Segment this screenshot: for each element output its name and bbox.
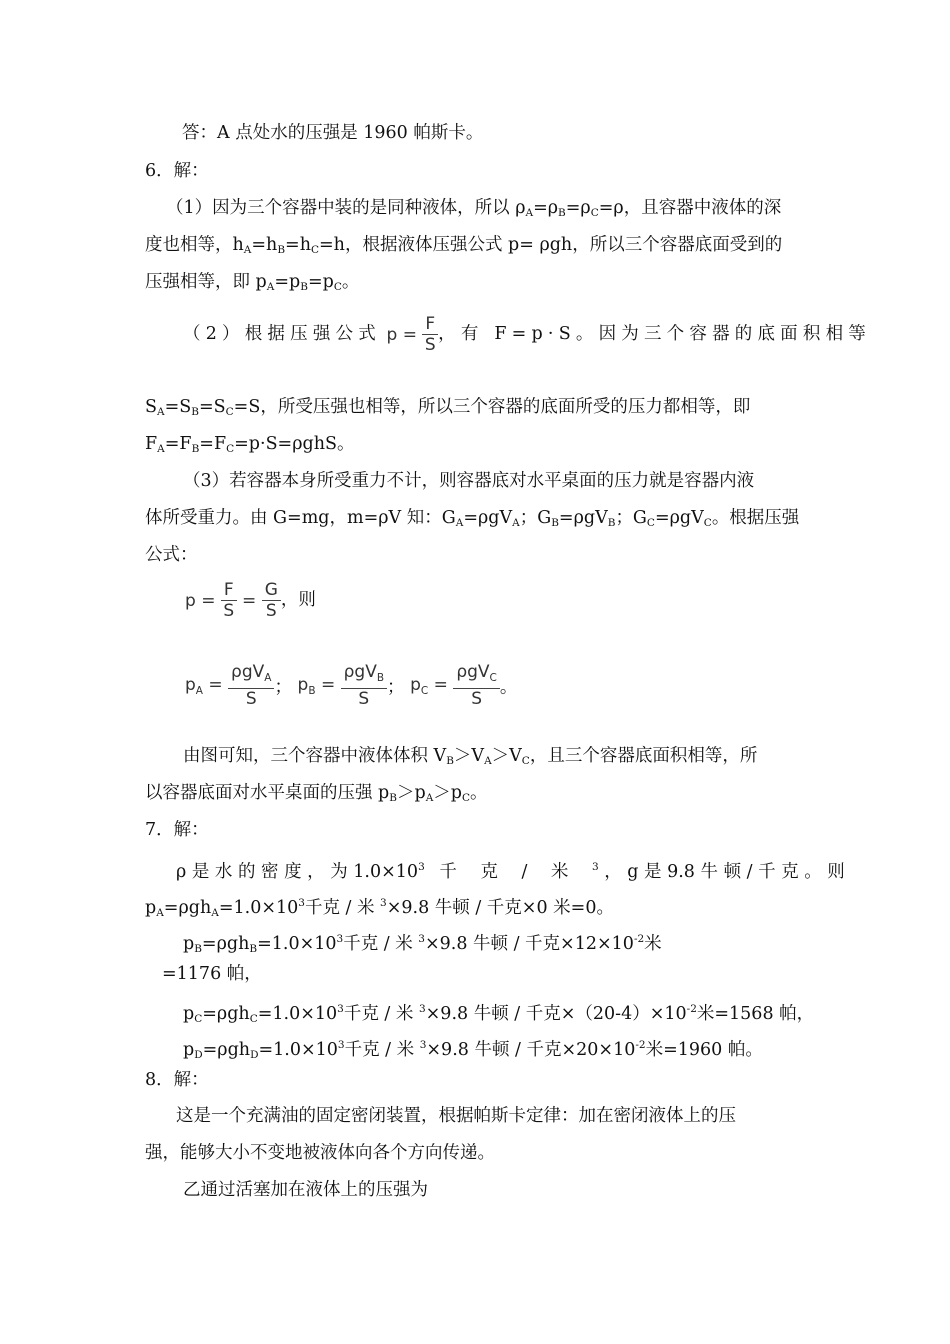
formula-symbol: =	[208, 675, 223, 695]
text: ＞V	[453, 746, 485, 766]
subscript: C	[194, 1013, 203, 1025]
heading-8	[145, 1068, 209, 1092]
text: =S，所受压强也相等，所以三个容器的底面所受的压力都相等，即	[233, 397, 751, 417]
text: =ρgV	[654, 508, 704, 528]
para-8-line-2	[145, 1141, 495, 1165]
text: =p	[307, 272, 334, 292]
text: 千克 / 米	[304, 898, 381, 918]
para-6-2-line-3	[145, 432, 354, 461]
para-6-1-line-1	[166, 196, 781, 225]
numerator: G	[262, 580, 281, 601]
equation-pressure-abc	[185, 660, 517, 716]
denominator: S	[358, 688, 370, 709]
text: =ρ，且容器中液体的深	[598, 198, 782, 218]
text: 由图可知，三个容器中液体体积 V	[183, 746, 447, 766]
subscript: B	[558, 207, 566, 219]
text: =1.0×10	[258, 1040, 338, 1060]
text: ， g 是 9.8 牛 顿 / 千 克 。 则	[598, 862, 845, 882]
text: =ρ	[533, 198, 559, 218]
fraction	[221, 580, 237, 621]
text: p	[145, 898, 157, 918]
subscript: A	[195, 685, 203, 697]
numerator	[228, 662, 274, 689]
text: 米	[644, 934, 662, 954]
text: ×9.8 牛顿 / 千克×（20-4）×10	[425, 1004, 687, 1024]
subscript: A	[266, 281, 275, 293]
text: =p	[274, 272, 301, 292]
superscript: 3	[591, 861, 599, 873]
subscript: C	[310, 244, 320, 256]
text: 7．解：	[145, 820, 209, 840]
subscript: B	[607, 517, 616, 529]
denominator: S	[424, 335, 436, 355]
subscript: C	[590, 207, 599, 219]
subscript: C	[226, 443, 235, 455]
subscript: B	[194, 943, 202, 955]
superscript: -2	[686, 1003, 697, 1015]
denominator: S	[471, 688, 482, 709]
subscript: B	[551, 517, 559, 529]
para-8-line-3	[183, 1178, 428, 1202]
text: ＞p	[433, 783, 462, 803]
text: 。	[470, 783, 488, 803]
denominator: S	[223, 601, 235, 621]
superscript: -2	[635, 1039, 646, 1051]
text: ，有 F=p·S。因为三个容器的底面积相等	[438, 324, 871, 344]
text: =p·S=ρghS。	[234, 434, 355, 454]
superscript: 3	[418, 1003, 426, 1015]
subscript: A	[525, 207, 534, 219]
subscript: B	[249, 943, 258, 955]
numerator-text: ρgV	[343, 661, 377, 682]
numerator: F	[221, 580, 237, 601]
text: =F	[164, 434, 192, 454]
subscript: B	[277, 244, 286, 256]
fraction	[341, 662, 387, 709]
formula-symbol: =	[433, 675, 448, 695]
text: =ρgh	[201, 934, 250, 954]
formula-symbol: p	[386, 324, 398, 345]
text: p	[183, 934, 195, 954]
para-7-line-3	[183, 927, 662, 961]
subscript: D	[250, 1049, 259, 1061]
para-8-line-1	[176, 1104, 736, 1128]
subscript: A	[264, 671, 272, 684]
para-7-line-1	[176, 855, 845, 884]
text: 千 克 / 米	[424, 862, 592, 882]
text: =1.0×10	[218, 898, 299, 918]
text: 以容器底面对水平桌面的压强 p	[145, 783, 390, 803]
text: 千克 / 米	[343, 934, 419, 954]
subscript: A	[243, 244, 252, 256]
text: =h	[251, 235, 278, 255]
text: F	[145, 434, 158, 454]
para-7-line-2	[145, 891, 614, 925]
formula-symbol: p	[297, 675, 309, 695]
text: ，且三个容器底面积相等，所	[529, 746, 758, 766]
numerator: F	[422, 314, 438, 335]
heading-7	[145, 818, 209, 842]
superscript: 3	[380, 897, 387, 909]
formula-symbol: p	[185, 675, 196, 695]
text: =1.0×10	[257, 934, 337, 954]
formula-p-equals-f-over-s	[387, 313, 439, 357]
para-6-1-line-3	[145, 270, 359, 299]
subscript: D	[194, 1049, 203, 1061]
subscript: C	[521, 755, 530, 767]
para-7-line-5	[183, 997, 814, 1031]
superscript: 3	[419, 1039, 427, 1051]
superscript: 3	[336, 933, 344, 945]
subscript: C	[646, 517, 655, 529]
para-6-1-line-2	[145, 233, 782, 262]
text: =F	[199, 434, 227, 454]
text: =S	[198, 397, 226, 417]
separator: ；	[387, 677, 405, 698]
subscript: B	[389, 792, 397, 804]
subscript: A	[157, 443, 165, 455]
subscript: A	[425, 792, 434, 804]
subscript: B	[191, 406, 199, 418]
text: ＞p	[396, 783, 426, 803]
text: =ρgV	[558, 508, 608, 528]
text: 答：A 点处水的压强是 1960 帕斯卡。	[182, 123, 484, 143]
formula-symbol: p	[185, 590, 196, 611]
text: =ρgh	[163, 898, 212, 918]
superscript: 3	[298, 897, 305, 909]
equation-pressure-1	[185, 576, 316, 625]
text: ；G	[615, 508, 647, 528]
text: （1）因为三个容器中装的是同种液体，所以 ρ	[166, 198, 526, 218]
text: =h，根据液体压强公式 p= ρgh，所以三个容器底面受到的	[319, 235, 783, 255]
text: =ρgh	[202, 1004, 250, 1024]
text: =ρgh	[202, 1040, 251, 1060]
superscript: 3	[418, 861, 425, 873]
text: =1.0×10	[257, 1004, 338, 1024]
text: =h	[285, 235, 311, 255]
subscript: B	[300, 281, 308, 293]
subscript: C	[703, 517, 712, 529]
numerator-text: ρgV	[456, 661, 490, 682]
text: ；G	[519, 508, 552, 528]
subscript: C	[461, 792, 471, 804]
text: （2）根据压强公式	[183, 324, 381, 344]
subscript: B	[446, 755, 454, 767]
para-6-4-line-2	[145, 781, 488, 810]
para-7-line-4	[162, 962, 262, 986]
fraction	[228, 662, 274, 709]
subscript: A	[512, 517, 520, 529]
text: p	[183, 1040, 195, 1060]
separator: ；	[274, 677, 292, 698]
text: =1176 帕，	[162, 964, 262, 984]
text: 公式：	[145, 545, 198, 565]
text: 。	[341, 272, 360, 292]
heading-6	[145, 159, 209, 183]
para-7-line-6	[183, 1033, 763, 1067]
fraction	[453, 662, 500, 709]
text: 强，能够大小不变地被液体向各个方向传递。	[145, 1143, 495, 1163]
subscript: C	[489, 671, 497, 684]
text: 体所受重力。由 G=mg，m=ρV 知：G	[145, 508, 456, 528]
para-6-2-line-1	[183, 312, 871, 357]
text: 度也相等，h	[145, 235, 244, 255]
subscript: C	[225, 406, 234, 418]
text: 千克 / 米	[343, 1004, 419, 1024]
text: p	[183, 1004, 195, 1024]
answer-line-5	[182, 121, 483, 145]
numerator-text: ρgV	[231, 661, 265, 682]
text: 米=1568 帕，	[696, 1004, 815, 1024]
text: ×9.8 牛顿 / 千克×12×10	[424, 934, 634, 954]
text: 6．解：	[145, 161, 209, 181]
denominator: S	[265, 601, 277, 621]
text: ×9.8 牛顿 / 千克×20×10	[426, 1040, 636, 1060]
text: S	[145, 397, 157, 417]
formula-symbol: =	[320, 675, 336, 695]
formula-symbol: =	[402, 324, 417, 345]
text: =S	[164, 397, 192, 417]
superscript: 3	[337, 1003, 344, 1015]
text: ρ 是 水 的 密 度 ， 为 1.0×10	[176, 862, 419, 882]
fraction	[422, 314, 438, 355]
separator: 。	[499, 677, 518, 698]
para-6-4-line-1	[183, 744, 757, 773]
text: 米=1960 帕。	[645, 1040, 763, 1060]
text: 千克 / 米	[344, 1040, 420, 1060]
text: 乙通过活塞加在液体上的压强为	[183, 1180, 428, 1200]
text: ，则	[280, 590, 316, 610]
formula-pa	[185, 660, 274, 716]
numerator	[341, 662, 387, 689]
subscript: C	[333, 281, 342, 293]
text: 8．解：	[145, 1070, 209, 1090]
subscript: B	[191, 443, 200, 455]
superscript: 3	[337, 1039, 345, 1051]
formula-symbol: p	[410, 675, 421, 695]
numerator	[453, 662, 500, 689]
formula-pb	[298, 660, 388, 716]
text: ＞V	[491, 746, 522, 766]
text: （3）若容器本身所受重力不计，则容器底对水平桌面的压力就是容器内液	[183, 471, 755, 491]
formula	[185, 577, 281, 625]
formula-pc	[410, 660, 500, 716]
subscript: B	[308, 685, 316, 697]
superscript: -2	[633, 933, 645, 945]
subscript: B	[376, 671, 385, 684]
subscript: A	[455, 517, 464, 529]
text: 这是一个充满油的固定密闭装置，根据帕斯卡定律：加在密闭液体上的压	[176, 1106, 736, 1126]
para-6-3-line-3	[145, 543, 198, 567]
subscript: A	[156, 907, 164, 919]
subscript: A	[211, 907, 219, 919]
superscript: 3	[418, 933, 425, 945]
denominator: S	[245, 688, 257, 709]
fraction	[262, 580, 281, 621]
text: 压强相等，即 p	[145, 272, 267, 292]
formula-symbol: =	[242, 590, 257, 611]
para-6-2-line-2	[145, 395, 750, 424]
text: =ρgV	[463, 508, 513, 528]
subscript: A	[157, 406, 165, 418]
para-6-3-line-2	[145, 506, 799, 535]
para-6-3-line-1	[183, 469, 754, 493]
formula-symbol: =	[201, 590, 216, 611]
subscript: A	[484, 755, 492, 767]
text: 。根据压强	[711, 508, 800, 528]
text: =ρ	[565, 198, 591, 218]
subscript: C	[249, 1013, 258, 1025]
subscript: C	[420, 685, 429, 697]
text: ×9.8 牛顿 / 千克×0 米=0。	[386, 898, 614, 918]
